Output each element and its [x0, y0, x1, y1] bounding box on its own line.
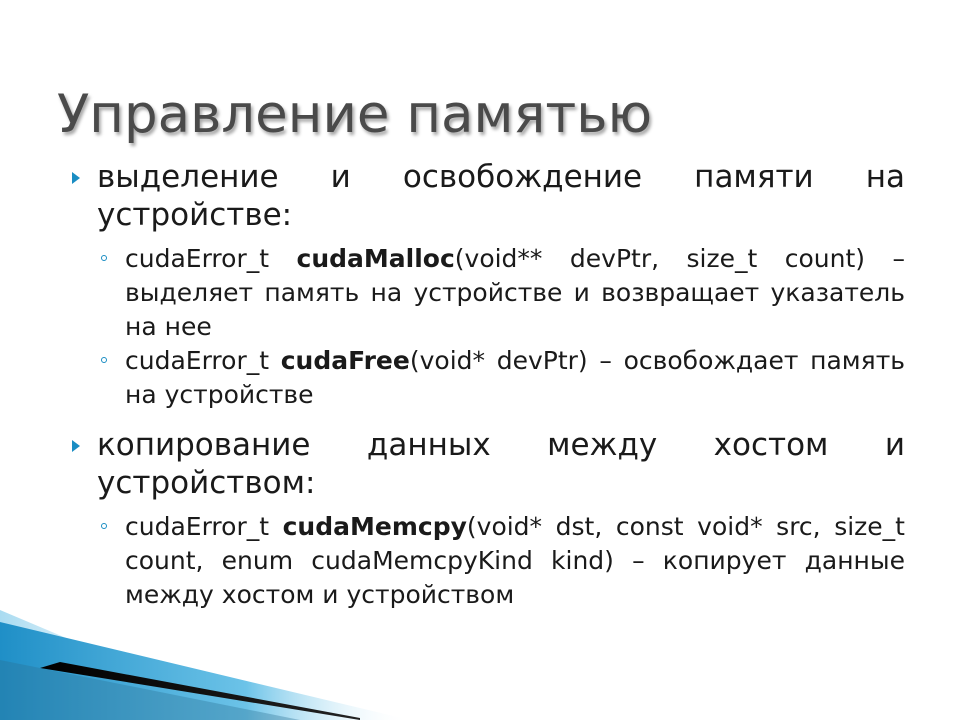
function-description: (void* devPtr) – освобождает память на устройстве	[125, 346, 905, 409]
type-prefix: cudaError_t	[125, 244, 297, 273]
circle-bullet-icon	[101, 523, 107, 529]
decorative-stripes	[0, 600, 420, 720]
sub-item-cudamemcpy	[97, 510, 905, 612]
function-name: cudaMemcpy	[282, 512, 467, 541]
slide-title: Управление памятью	[57, 83, 653, 145]
function-description: (void* dst, const void* src, size_t count, enum cudaMemcpyKind kind) – копирует данные между хостом и устройством	[125, 512, 905, 609]
slide-content	[70, 158, 905, 612]
sub-item-cudamalloc	[97, 242, 905, 344]
type-prefix: cudaError_t	[125, 346, 281, 375]
type-prefix: cudaError_t	[125, 512, 283, 541]
bullet-item-allocation	[70, 158, 905, 234]
bullet-text: копирование данных между хостом и устройством:	[97, 427, 905, 501]
arrow-bullet-icon	[72, 172, 80, 184]
function-name: cudaMalloc	[296, 244, 455, 273]
bullet-item-copying	[70, 426, 905, 502]
function-description: (void** devPtr, size_t count) – выделяет память на устройстве и возвращает указатель на нее	[125, 244, 906, 341]
arrow-bullet-icon	[72, 440, 80, 452]
sub-item-cudafree	[97, 344, 905, 412]
bullet-text: выделение и освобождение памяти на устройстве:	[97, 159, 905, 233]
circle-bullet-icon	[101, 357, 107, 363]
circle-bullet-icon	[101, 255, 107, 261]
function-name: cudaFree	[280, 346, 410, 375]
